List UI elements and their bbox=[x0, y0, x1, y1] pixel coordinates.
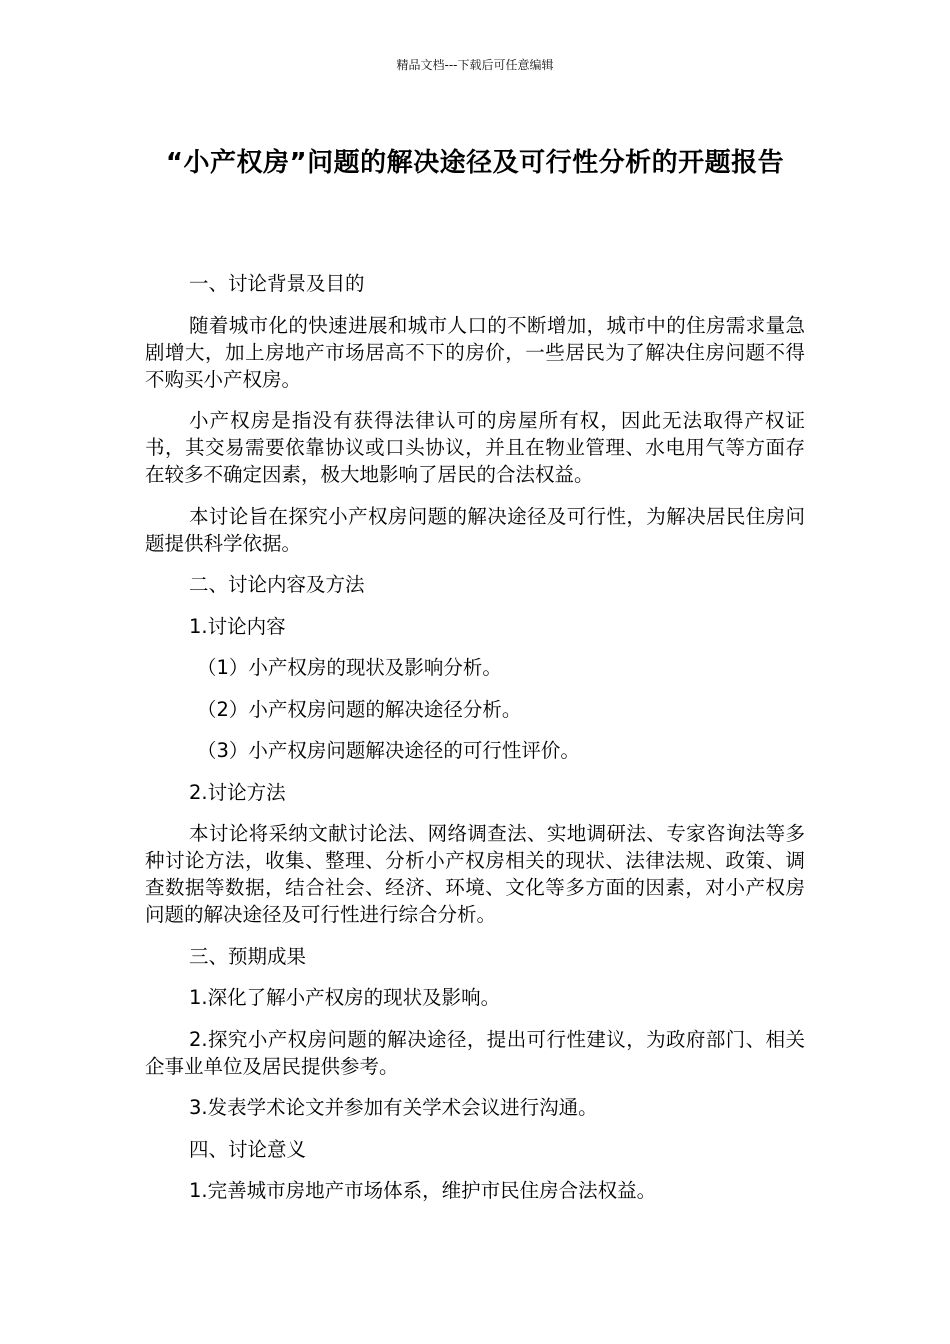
paragraph-background-2: 小产权房是指没有获得法律认可的房屋所有权，因此无法取得产权证书，其交易需要依靠协议或口头协议，并且在物业管理、水电用气等方面存在较多不确定因素，极大地影响了居民的合法权益。 bbox=[145, 409, 805, 486]
section-heading-expected-results: 三、预期成果 bbox=[189, 944, 307, 968]
header-note: 精品文档---下载后可任意编辑 bbox=[396, 58, 554, 72]
subheading-methods: 2.讨论方法 bbox=[189, 780, 286, 804]
list-item-content-2: （2）小产权房问题的解决途径分析。 bbox=[197, 697, 522, 721]
subheading-content: 1.讨论内容 bbox=[189, 614, 286, 638]
paragraph-background-1: 随着城市化的快速进展和城市人口的不断增加，城市中的住房需求量急剧增大，加上房地产市场居高不下的房价，一些居民为了解决住房问题不得不购买小产权房。 bbox=[145, 313, 805, 391]
paragraph-methods: 本讨论将采纳文献讨论法、网络调查法、实地调研法、专家咨询法等多种讨论方法，收集、整理、分析小产权房相关的现状、法律法规、政策、调查数据等数据，结合社会、经济、环境、文化等多方面的因素，对小产权房问题的解决途径及可行性进行综合分析。 bbox=[145, 822, 805, 926]
paragraph-background-3: 本讨论旨在探究小产权房问题的解决途径及可行性，为解决居民住房问题提供科学依据。 bbox=[145, 504, 805, 555]
document-body bbox=[145, 270, 805, 1219]
list-item-content-3: （3）小产权房问题解决途径的可行性评价。 bbox=[197, 739, 580, 762]
significance-1: 1.完善城市房地产市场体系，维护市民住房合法权益。 bbox=[189, 1179, 657, 1202]
section-heading-content-methods: 二、讨论内容及方法 bbox=[189, 573, 365, 596]
expected-result-3: 3.发表学术论文并参加有关学术会议进行沟通。 bbox=[189, 1096, 598, 1119]
expected-result-2: 2.探究小产权房问题的解决途径，提出可行性建议，为政府部门、相关企事业单位及居民提供参考。 bbox=[145, 1027, 805, 1078]
section-heading-significance: 四、讨论意义 bbox=[189, 1137, 307, 1161]
list-item-content-1: （1）小产权房的现状及影响分析。 bbox=[197, 656, 502, 679]
document-title: “小产权房”问题的解决途径及可行性分析的开题报告 bbox=[165, 148, 785, 178]
expected-result-1: 1.深化了解小产权房的现状及影响。 bbox=[189, 986, 501, 1009]
section-heading-background: 一、讨论背景及目的 bbox=[189, 272, 365, 295]
